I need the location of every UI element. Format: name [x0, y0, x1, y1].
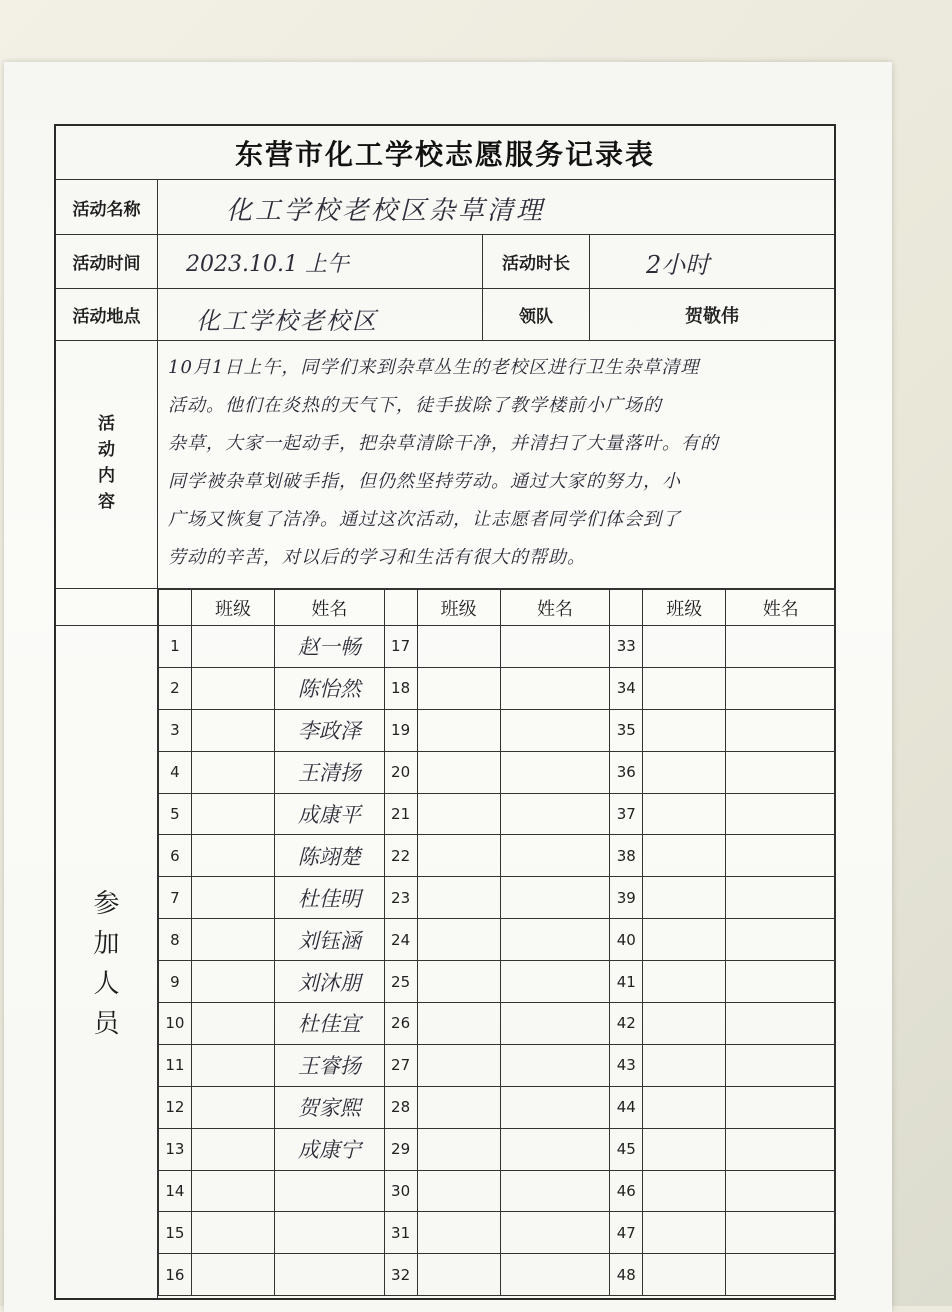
roster-name: 陈翊楚 — [275, 835, 385, 877]
roster-class — [191, 751, 274, 793]
roster-header-name: 姓名 — [726, 590, 836, 626]
roster-class — [191, 877, 274, 919]
roster-num: 16 — [159, 1254, 192, 1296]
table-row — [159, 961, 836, 1003]
activity-content-text — [168, 349, 824, 577]
roster-num: 20 — [384, 751, 417, 793]
roster-name — [726, 793, 836, 835]
roster-num: 13 — [159, 1128, 192, 1170]
roster-class — [417, 751, 500, 793]
roster-name: 赵一畅 — [275, 626, 385, 668]
roster-num: 24 — [384, 919, 417, 961]
roster-name — [726, 1170, 836, 1212]
roster-header-name: 姓名 — [275, 590, 385, 626]
roster-num: 15 — [159, 1212, 192, 1254]
roster-name — [500, 1170, 610, 1212]
roster-class — [643, 793, 726, 835]
roster-class — [643, 667, 726, 709]
roster-num: 12 — [159, 1086, 192, 1128]
roster-name — [726, 961, 836, 1003]
roster-header-num — [610, 590, 643, 626]
roster-num: 48 — [610, 1254, 643, 1296]
roster-name — [500, 961, 610, 1003]
roster-class — [643, 961, 726, 1003]
roster-name: 王睿扬 — [275, 1044, 385, 1086]
roster-body — [159, 626, 836, 1296]
roster-name — [275, 1212, 385, 1254]
roster-class — [191, 1254, 274, 1296]
roster-num: 2 — [159, 667, 192, 709]
title-row — [56, 126, 834, 180]
roster-num: 34 — [610, 667, 643, 709]
roster-name — [500, 1128, 610, 1170]
roster-class — [643, 1003, 726, 1045]
activity-time-value: 2023.10.1 上午 — [186, 252, 349, 277]
roster-class — [643, 1254, 726, 1296]
roster-header-class: 班级 — [643, 590, 726, 626]
roster-num: 10 — [159, 1003, 192, 1045]
participants-label-header-spacer — [56, 589, 157, 626]
roster-class — [643, 1170, 726, 1212]
table-row — [159, 835, 836, 877]
table-row — [159, 1170, 836, 1212]
content-label-char-4: 容 — [98, 492, 115, 512]
participants-table — [158, 589, 836, 1296]
roster-num: 47 — [610, 1212, 643, 1254]
activity-content-row — [56, 341, 834, 589]
table-row — [159, 751, 836, 793]
roster-name: 杜佳宜 — [275, 1003, 385, 1045]
activity-name-value: 化工学校老校区杂草清理 — [226, 196, 546, 226]
activity-time-label: 活动时间 — [56, 235, 158, 288]
roster-name: 王清扬 — [275, 751, 385, 793]
roster-name — [500, 1086, 610, 1128]
roster-name — [726, 667, 836, 709]
participants-label-char-2: 加 — [93, 929, 120, 959]
roster-class — [417, 1212, 500, 1254]
roster-class — [417, 1044, 500, 1086]
roster-class — [643, 919, 726, 961]
roster-num: 42 — [610, 1003, 643, 1045]
table-row — [159, 1128, 836, 1170]
roster-class — [643, 835, 726, 877]
leader-label: 领队 — [482, 289, 590, 340]
roster-name — [500, 1212, 610, 1254]
roster-num: 38 — [610, 835, 643, 877]
roster-num: 1 — [159, 626, 192, 668]
roster-header-class: 班级 — [417, 590, 500, 626]
content-line: 劳动的辛苦，对以后的学习和生活有很大的帮助。 — [168, 547, 586, 568]
roster-name — [500, 1254, 610, 1296]
roster-name — [726, 919, 836, 961]
roster-class — [417, 919, 500, 961]
roster-class — [643, 1212, 726, 1254]
activity-name-label: 活动名称 — [56, 180, 158, 234]
roster-num: 25 — [384, 961, 417, 1003]
roster-num: 6 — [159, 835, 192, 877]
roster-name — [726, 1086, 836, 1128]
content-line: 杂草，大家一起动手，把杂草清除干净，并清扫了大量落叶。有的 — [168, 433, 719, 454]
roster-name — [726, 1044, 836, 1086]
roster-class — [191, 961, 274, 1003]
roster-class — [417, 709, 500, 751]
roster-class — [191, 1212, 274, 1254]
roster-class — [191, 1003, 274, 1045]
roster-class — [191, 1086, 274, 1128]
roster-class — [417, 961, 500, 1003]
roster-name — [500, 793, 610, 835]
roster-name — [726, 1128, 836, 1170]
roster-class — [417, 1086, 500, 1128]
roster-class — [643, 626, 726, 668]
activity-duration-value: 2小时 — [646, 251, 710, 279]
roster-name: 成康宁 — [275, 1128, 385, 1170]
content-label-char-3: 内 — [98, 466, 115, 486]
roster-class — [191, 793, 274, 835]
content-line: 活动。他们在炎热的天气下，徒手拔除了教学楼前小广场的 — [168, 395, 662, 416]
roster-num: 44 — [610, 1086, 643, 1128]
roster-class — [191, 709, 274, 751]
activity-location-value: 化工学校老校区 — [196, 307, 378, 335]
roster-num: 14 — [159, 1170, 192, 1212]
roster-num: 30 — [384, 1170, 417, 1212]
roster-class — [417, 626, 500, 668]
table-row — [159, 1003, 836, 1045]
participants-label-char-3: 人 — [93, 969, 120, 999]
roster-name: 李政泽 — [275, 709, 385, 751]
roster-name: 杜佳明 — [275, 877, 385, 919]
roster-num: 21 — [384, 793, 417, 835]
roster-class — [191, 1170, 274, 1212]
table-row — [159, 709, 836, 751]
activity-location-row — [56, 289, 834, 341]
roster-name — [726, 835, 836, 877]
roster-num: 22 — [384, 835, 417, 877]
activity-content-label-cell — [56, 341, 158, 588]
form-title: 东营市化工学校志愿服务记录表 — [234, 137, 655, 171]
table-row — [159, 1254, 836, 1296]
roster-num: 27 — [384, 1044, 417, 1086]
table-row — [159, 793, 836, 835]
activity-name-row — [56, 180, 834, 235]
roster-num: 9 — [159, 961, 192, 1003]
roster-header-name: 姓名 — [500, 590, 610, 626]
roster-header-class: 班级 — [191, 590, 274, 626]
roster-num: 11 — [159, 1044, 192, 1086]
roster-class — [417, 1170, 500, 1212]
roster-num: 31 — [384, 1212, 417, 1254]
roster-name: 陈怡然 — [275, 667, 385, 709]
roster-num: 17 — [384, 626, 417, 668]
roster-name — [726, 1003, 836, 1045]
roster-num: 33 — [610, 626, 643, 668]
participants-label — [56, 884, 157, 1044]
activity-duration-label: 活动时长 — [482, 235, 590, 288]
roster-num: 29 — [384, 1128, 417, 1170]
roster-class — [417, 877, 500, 919]
content-label-char-1: 活 — [98, 414, 115, 434]
roster-class — [417, 667, 500, 709]
leader-value: 贺敬伟 — [685, 305, 739, 327]
roster-num: 4 — [159, 751, 192, 793]
roster-name — [726, 751, 836, 793]
content-line: 广场又恢复了洁净。通过这次活动，让志愿者同学们体会到了 — [168, 509, 681, 530]
roster-num: 39 — [610, 877, 643, 919]
roster-header-num — [384, 590, 417, 626]
roster-num: 26 — [384, 1003, 417, 1045]
roster-name — [500, 877, 610, 919]
participants-label-char-4: 员 — [93, 1009, 120, 1039]
roster-num: 43 — [610, 1044, 643, 1086]
table-row — [159, 626, 836, 668]
content-label-char-2: 动 — [98, 440, 115, 460]
roster-class — [417, 835, 500, 877]
roster-num: 41 — [610, 961, 643, 1003]
roster-name — [500, 1003, 610, 1045]
roster-class — [643, 751, 726, 793]
roster-name — [500, 1044, 610, 1086]
participants-label-cell — [56, 589, 158, 1298]
roster-name — [500, 709, 610, 751]
activity-time-row — [56, 235, 834, 289]
content-line: 10月1日上午，同学们来到杂草丛生的老校区进行卫生杂草清理 — [168, 357, 700, 378]
roster-name: 刘钰涵 — [275, 919, 385, 961]
roster-name — [726, 709, 836, 751]
roster-num: 35 — [610, 709, 643, 751]
roster-num: 18 — [384, 667, 417, 709]
roster-class — [191, 1044, 274, 1086]
table-row — [159, 1086, 836, 1128]
roster-name — [500, 835, 610, 877]
roster-class — [417, 1254, 500, 1296]
table-row — [159, 919, 836, 961]
roster-name — [500, 919, 610, 961]
table-row — [159, 1212, 836, 1254]
roster-num: 7 — [159, 877, 192, 919]
roster-num: 45 — [610, 1128, 643, 1170]
roster-num: 36 — [610, 751, 643, 793]
activity-location-label: 活动地点 — [56, 289, 158, 340]
roster-name: 刘沐朋 — [275, 961, 385, 1003]
roster-class — [191, 919, 274, 961]
roster-class — [643, 1086, 726, 1128]
roster-name — [500, 667, 610, 709]
roster-name — [275, 1170, 385, 1212]
activity-content-label — [56, 411, 157, 515]
roster-name — [500, 626, 610, 668]
roster-num: 32 — [384, 1254, 417, 1296]
roster-class — [191, 1128, 274, 1170]
roster-name — [500, 751, 610, 793]
roster-num: 40 — [610, 919, 643, 961]
roster-num: 8 — [159, 919, 192, 961]
roster-class — [191, 667, 274, 709]
roster-class — [643, 709, 726, 751]
table-row — [159, 1044, 836, 1086]
roster-header-num — [159, 590, 192, 626]
roster-num: 3 — [159, 709, 192, 751]
roster-class — [643, 877, 726, 919]
table-row — [159, 667, 836, 709]
roster-header-row — [159, 590, 836, 626]
roster-name — [726, 1212, 836, 1254]
roster-name — [726, 1254, 836, 1296]
volunteer-record-form — [54, 124, 836, 1300]
roster-num: 46 — [610, 1170, 643, 1212]
participants-label-char-1: 参 — [93, 889, 120, 919]
roster-name: 贺家熙 — [275, 1086, 385, 1128]
roster-name: 成康平 — [275, 793, 385, 835]
roster-class — [191, 626, 274, 668]
roster-class — [191, 835, 274, 877]
roster-name — [726, 877, 836, 919]
roster-name — [275, 1254, 385, 1296]
roster-class — [417, 1128, 500, 1170]
roster-num: 19 — [384, 709, 417, 751]
roster-class — [643, 1128, 726, 1170]
roster-class — [643, 1044, 726, 1086]
roster-num: 23 — [384, 877, 417, 919]
content-line: 同学被杂草划破手指，但仍然坚持劳动。通过大家的努力，小 — [168, 471, 681, 492]
roster-num: 37 — [610, 793, 643, 835]
roster-class — [417, 1003, 500, 1045]
roster-num: 5 — [159, 793, 192, 835]
roster-name — [726, 626, 836, 668]
roster-class — [417, 793, 500, 835]
table-row — [159, 877, 836, 919]
roster-num: 28 — [384, 1086, 417, 1128]
